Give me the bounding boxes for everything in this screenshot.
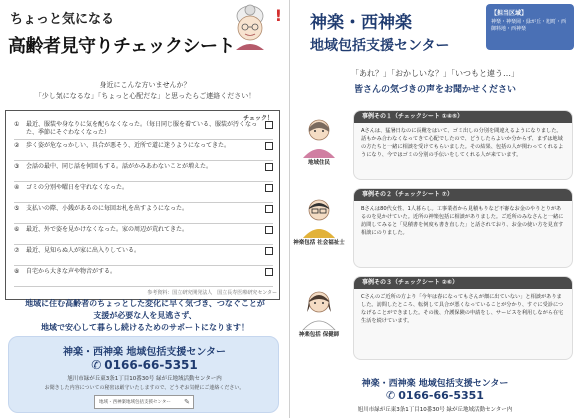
- message-line-2: 支援が必要な人を見逃さず、: [93, 311, 197, 320]
- contact-phone[interactable]: [9, 358, 280, 372]
- reference-credit: 参考資料：国立研究開発法人 国立長寿医療研究センター: [147, 290, 277, 296]
- service-area-list: 神楽・神楽岡・緑が丘・旭町・西御料地・西神楽: [491, 19, 567, 32]
- item-number: ⑧: [14, 268, 20, 275]
- privacy-note: お聞きした内容についての秘密は厳守いたしますので、どうぞお気軽にご連絡ください。: [44, 385, 245, 391]
- right-header: [290, 0, 580, 65]
- message-line-1: 地域に住む高齢者のちょっとした変化に早く気づき、つなぐことが: [25, 299, 265, 308]
- case-3-heading: 事例その３（チェックシート ②⑥）: [354, 277, 572, 289]
- checkbox[interactable]: [265, 268, 273, 276]
- contact-address: 旭川市緑が丘東3条1丁目10番30号 緑が丘地域活動センター内: [67, 376, 222, 382]
- stamp-box-label: 地域・西神楽地域包括支援センター: [99, 400, 171, 405]
- item-text: 最近、服装や身なりに気を配らなくなった。（毎日同じ服を着ている、服装が汚くなった、季節にそぐわなくなった）: [26, 121, 258, 136]
- checklist-item: [14, 224, 273, 245]
- checklist-item: [14, 203, 273, 224]
- left-header: [0, 0, 290, 75]
- case-card-1: [353, 110, 573, 180]
- exclamation-icon: !: [274, 6, 282, 25]
- item-number: ⑦: [14, 247, 20, 254]
- prompt-quote: 「あれ？」「おかしいな？」「いつもと違う…」: [351, 69, 519, 78]
- message-line-3: 地域で安心して暮らし続けるためのサポートになります！: [41, 323, 249, 332]
- item-number: ⑤: [14, 205, 20, 212]
- checklist-item: [14, 140, 273, 161]
- checklist-item: [14, 245, 273, 266]
- right-title-line-1: 神楽・西神楽: [310, 13, 412, 33]
- checklist-item: [14, 119, 273, 140]
- case-1-heading: 事例その１（チェックシート ①④⑤）: [354, 111, 572, 123]
- left-subtitle: ちょっと気になる: [10, 12, 115, 27]
- grandmother-illustration-icon: [228, 4, 272, 50]
- right-page: [290, 0, 580, 418]
- checkbox[interactable]: [265, 163, 273, 171]
- stamp-icon: ✎: [184, 398, 190, 406]
- item-number: ④: [14, 184, 20, 191]
- item-text: 最近、見知らぬ人が家に出入りしている。: [26, 247, 141, 254]
- item-number: ②: [14, 142, 20, 149]
- left-title: 高齢者見守りチェックシート: [8, 36, 235, 57]
- checklist: [14, 119, 273, 287]
- person-label-social-worker: 神楽包括 社会福祉士: [293, 240, 345, 246]
- checkbox[interactable]: [265, 226, 273, 234]
- item-number: ③: [14, 163, 20, 170]
- intro-line-1: 身近にこんな方いませんか？: [99, 81, 191, 89]
- item-text: ゴミの分別や曜日を守れなくなった。: [26, 184, 129, 191]
- item-number: ⑥: [14, 226, 20, 233]
- item-text: 歩く姿が危なっかしい、具合が悪そう、近所で道に迷うようになってきた。: [26, 142, 231, 149]
- checkbox[interactable]: [265, 121, 273, 129]
- item-text: 支払いの際、小銭があるのに毎回お札を出すようになった。: [26, 205, 189, 212]
- item-text: 最近、外で姿を見かけなくなった。家の周辺が荒れてきた。: [26, 226, 189, 233]
- case-2-body: Bさんは80代女性、1人暮らし。工事業者から見積もりなど不審なお金のやりとりがあるのを見かけていた。近所の神楽包括に相談がありました。ご近所のみなさんと一緒に訪問してみると「見積書を何度も書き直した」と話されており、お金の使い方を見直す相談にのりました。: [361, 206, 564, 236]
- person-social-worker: [292, 196, 346, 247]
- social-worker-avatar-icon: [300, 196, 338, 238]
- checklist-item: [14, 266, 273, 287]
- phone-icon: ✆: [91, 358, 102, 372]
- stamp-box: [94, 395, 194, 409]
- phone-icon: ✆: [386, 389, 396, 402]
- checkbox[interactable]: [265, 184, 273, 192]
- lead-text: 皆さんの気づきの声をお聞かせください: [353, 85, 516, 95]
- resident-avatar-icon: [300, 116, 338, 158]
- case-card-3: [353, 276, 573, 360]
- checkbox[interactable]: [265, 205, 273, 213]
- footer-address: 旭川市緑が丘東3条1丁目10番30号 緑が丘地域活動センター内: [357, 407, 513, 413]
- case-card-2: [353, 188, 573, 268]
- checkbox[interactable]: [265, 247, 273, 255]
- service-area-heading: 【担当区域】: [491, 10, 528, 17]
- case-1-body: Aさんは、猛暑日なのに長靴をはいて、ゴミ出しの分別を間違えるようになりました。話もかみ合わなくなってきて心配でしたので、どうしたらよいか分からず、まずは地域の方たちと一緒に相談を受けてもらいました。その結果、包括の人が関わってくれるようになり、今ではゴミの分別の手伝いをしてくれる人が来ています。: [361, 128, 564, 158]
- right-title-line-2: 地域包括支援センター: [310, 38, 450, 54]
- case-2-heading: 事例その２（チェックシート ⑦）: [354, 189, 572, 201]
- item-number: ①: [14, 121, 20, 128]
- nurse-avatar-icon: [300, 288, 338, 330]
- checklist-item: [14, 182, 273, 203]
- right-footer: [290, 370, 580, 418]
- contact-phone-number: 0166-66-5351: [104, 358, 198, 372]
- footer-org-name: 神楽・西神楽 地域包括支援センター: [361, 379, 509, 389]
- contact-card: [8, 336, 279, 413]
- check-column-header: チェック！: [243, 115, 273, 122]
- person-nurse: [292, 288, 346, 339]
- person-resident: [292, 116, 346, 167]
- service-area-tag: [486, 4, 574, 50]
- item-text: 自宅から大きな声や物音がする。: [26, 268, 117, 275]
- person-label-nurse: 神楽包括 保健師: [298, 332, 340, 338]
- footer-phone[interactable]: [290, 389, 580, 402]
- checklist-frame: [5, 110, 280, 300]
- person-label-resident: 地域住民: [307, 160, 330, 166]
- item-text: 会話の最中、同じ話を何回もする。話がかみあわないことが増えた。: [26, 163, 213, 170]
- case-3-body: Cさんのご近所の方より「今年は春になってもさんが畑に出ていない」と相談がありました。訪問したところ、転倒して具合が悪くなっていることが分かり、すぐに受診につなげることができました。その後、介護保険の申請をし、サービスを利用しながら在宅生活を続けています。: [361, 294, 564, 324]
- intro-line-2: 「少し気になるな」「ちょっと心配だな」と思ったらご連絡ください！: [34, 92, 256, 100]
- contact-org-name: 神楽・西神楽 地域包括支援センター: [62, 347, 227, 358]
- footer-phone-number: 0166-66-5351: [398, 389, 484, 402]
- checklist-item: [14, 161, 273, 182]
- checkbox[interactable]: [265, 142, 273, 150]
